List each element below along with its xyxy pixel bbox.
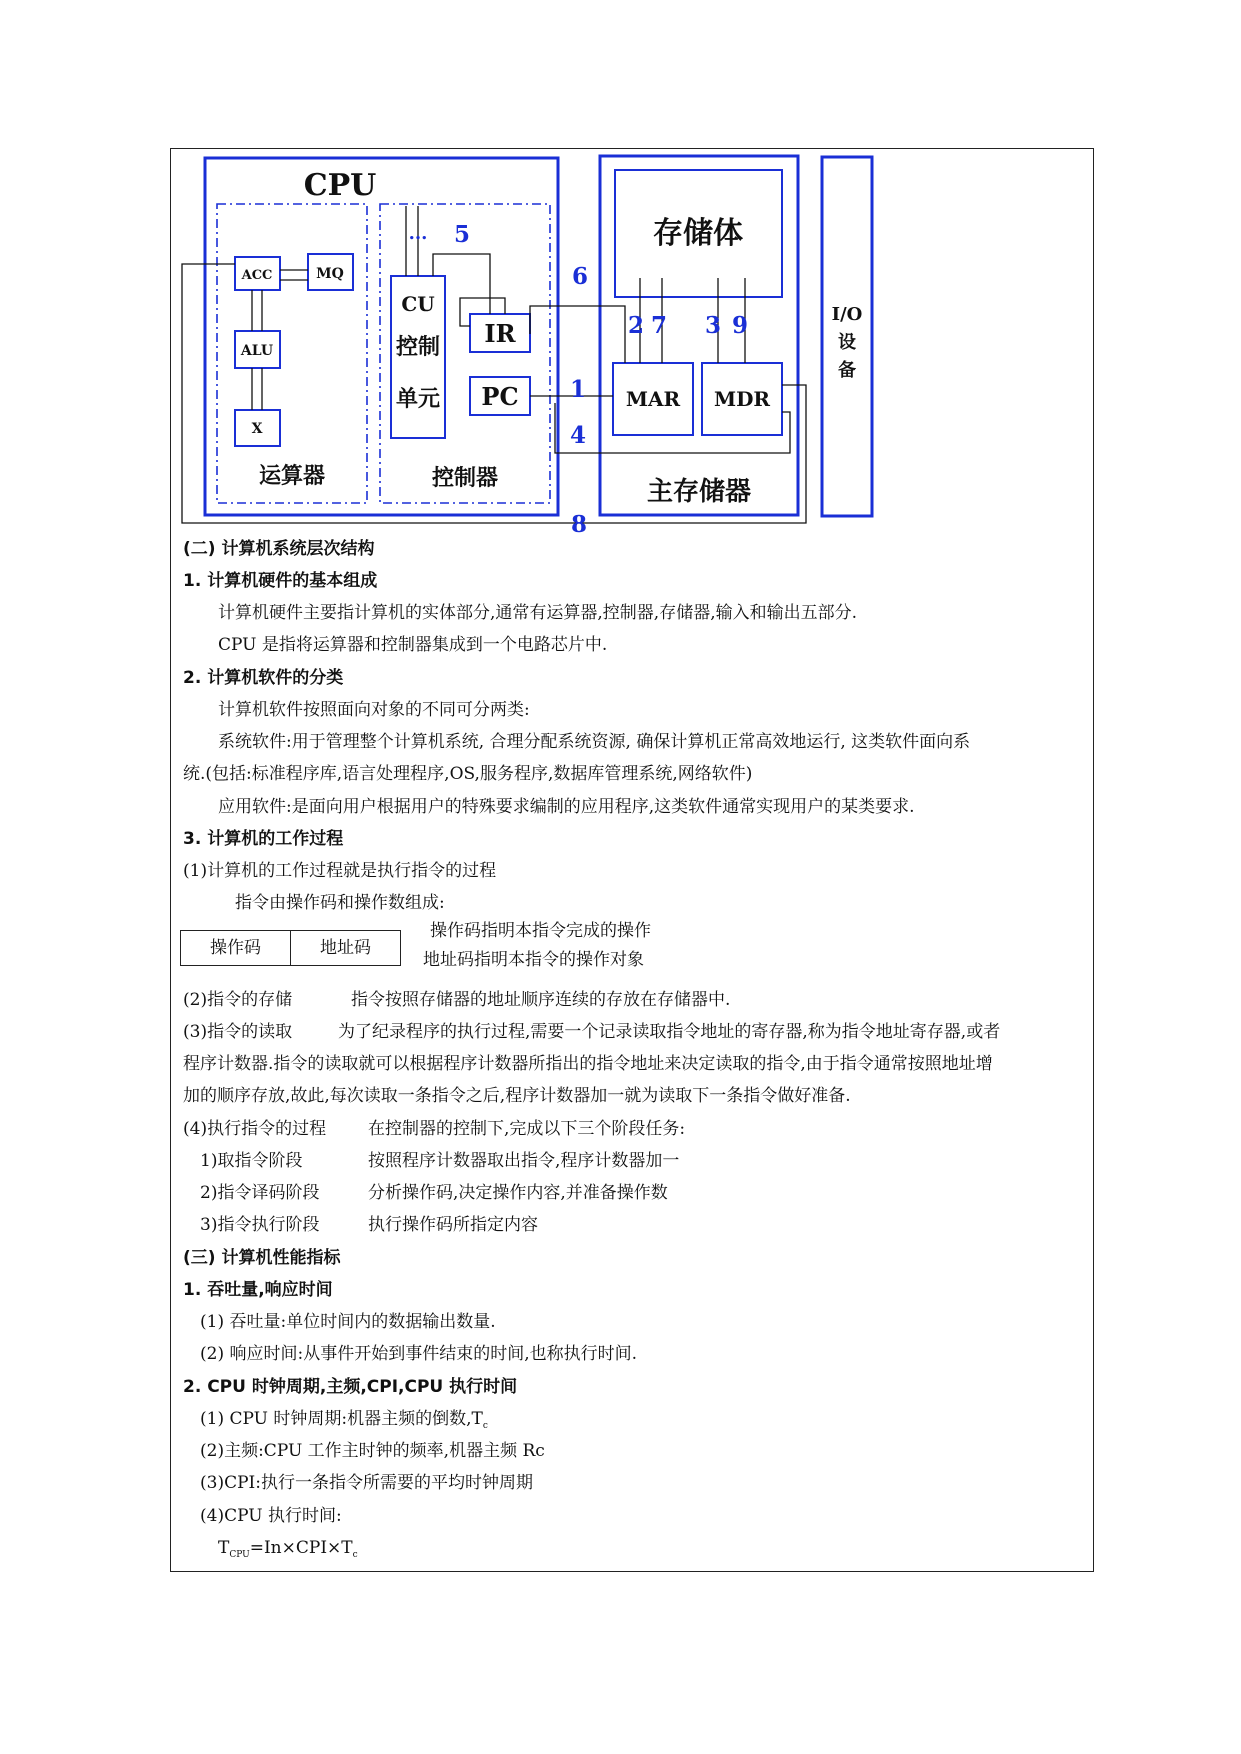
- para-software-3: 统.(包括:标准程序库,语言处理程序,OS,服务程序,数据库管理系统,网络软件): [183, 764, 753, 784]
- cpu-title: CPU: [303, 168, 377, 203]
- para-software-1: 计算机软件按照面向对象的不同可分两类:: [218, 700, 530, 720]
- address-cell: 地址码: [290, 931, 400, 965]
- para-exec-time: (4)CPU 执行时间:: [200, 1506, 342, 1526]
- execute-text: 在控制器的控制下,完成以下三个阶段任务:: [368, 1119, 686, 1139]
- pc-label: PC: [481, 382, 519, 411]
- opcode-cell: 操作码: [210, 938, 261, 958]
- heading-throughput: 1. 吞吐量,响应时间: [183, 1280, 333, 1300]
- step-label-5: 5: [453, 221, 471, 248]
- alu-unit-dashed: [217, 204, 367, 503]
- storage-text: 指令按照存储器的地址顺序连续的存放在存储器中.: [351, 990, 731, 1010]
- para-frequency: (2)主频:CPU 工作主时钟的频率,机器主频 Rc: [200, 1441, 545, 1461]
- heading-workflow: 3. 计算机的工作过程: [183, 829, 344, 849]
- memory-body-label: 存储体: [653, 216, 743, 251]
- ellipsis-label: ...: [408, 223, 428, 244]
- para-hardware-1: 计算机硬件主要指计算机的实体部分,通常有运算器,控制器,存储器,输入和输出五部分.: [218, 603, 858, 623]
- cu-line3: 单元: [395, 386, 441, 412]
- stage-1-label: 1)取指令阶段: [200, 1151, 303, 1171]
- execute-label: (4)执行指令的过程: [183, 1119, 327, 1139]
- para-software-4: 应用软件:是面向用户根据用户的特殊要求编制的应用程序,这类软件通常实现用户的某类要求.: [218, 797, 915, 817]
- ir-to-mar-path: [530, 306, 625, 363]
- step-label-8: 8: [570, 511, 588, 538]
- heading-software: 2. 计算机软件的分类: [183, 668, 344, 688]
- step-label-4: 4: [569, 422, 587, 449]
- x-label: X: [251, 421, 263, 437]
- mdr-label: MDR: [713, 387, 771, 411]
- stage-1-text: 按照程序计数器取出指令,程序计数器加一: [368, 1151, 680, 1171]
- stage-2-text: 分析操作码,决定操作内容,并准备操作数: [368, 1183, 668, 1203]
- cu-line1: CU: [401, 292, 435, 316]
- para-software-2: 系统软件:用于管理整个计算机系统, 合理分配系统资源, 确保计算机正常高效地运行, 这类软件面向系: [218, 732, 971, 752]
- stage-2-label: 2)指令译码阶段: [200, 1183, 320, 1203]
- stage-3-text: 执行操作码所指定内容: [368, 1215, 538, 1235]
- cpu-architecture-diagram: [170, 148, 1094, 540]
- controller-label: 控制器: [431, 465, 499, 491]
- heading-cpu-metrics: 2. CPU 时钟周期,主频,CPI,CPU 执行时间: [183, 1377, 518, 1397]
- para-response-time: (2) 响应时间:从事件开始到事件结束的时间,也称执行时间.: [200, 1344, 638, 1364]
- main-memory-label: 主存储器: [646, 477, 752, 507]
- opcode-description: 操作码指明本指令完成的操作: [430, 921, 651, 941]
- section3-title: (三) 计算机性能指标: [183, 1248, 341, 1268]
- fetch-text-2: 程序计数器.指令的读取就可以根据程序计数器所指出的指令地址来决定读取的指令,由于指令通常按照地址增: [183, 1054, 993, 1074]
- fetch-label: (3)指令的读取: [183, 1022, 293, 1042]
- cu-line2: 控制: [395, 334, 441, 360]
- mar-label: MAR: [625, 387, 681, 411]
- alu-label: ALU: [240, 343, 274, 359]
- stage-3-label: 3)指令执行阶段: [200, 1215, 320, 1235]
- ir-to-cu-path: [433, 254, 490, 314]
- para-workflow-2: 指令由操作码和操作数组成:: [235, 893, 445, 913]
- step-label-9: 9: [731, 312, 749, 339]
- acc-label: ACC: [241, 268, 273, 283]
- cpu-time-formula: $T_{CPU}=In\times CPI\times T_c$: [218, 1538, 358, 1560]
- section2-title: (二) 计算机系统层次结构: [183, 539, 375, 559]
- storage-label: (2)指令的存储: [183, 990, 293, 1010]
- step-label-2: 2: [627, 312, 645, 339]
- para-hardware-2: CPU 是指将运算器和控制器集成到一个电路芯片中.: [218, 635, 608, 655]
- heading-hardware: 1. 计算机硬件的基本组成: [183, 571, 378, 591]
- fetch-text-3: 加的顺序存放,故此,每次读取一条指令之后,程序计数器加一就为读取下一条指令做好准备.: [183, 1086, 851, 1106]
- alu-unit-label: 运算器: [258, 463, 326, 489]
- io-line3: 备: [838, 360, 856, 381]
- para-clock-cycle: (1) CPU 时钟周期:机器主频的倒数$,T_c$: [200, 1409, 488, 1431]
- step-label-1: 1: [569, 376, 587, 403]
- para-throughput: (1) 吞吐量:单位时间内的数据输出数量.: [200, 1312, 496, 1332]
- fetch-text: 为了纪录程序的执行过程,需要一个记录读取指令地址的寄存器,称为指令地址寄存器,或者: [338, 1022, 1001, 1042]
- para-cpi: (3)CPI:执行一条指令所需要的平均时钟周期: [200, 1473, 533, 1493]
- io-line1: I/O: [831, 304, 863, 325]
- step-label-3: 3: [704, 312, 722, 339]
- ir-label: IR: [484, 319, 516, 348]
- step-label-7: 7: [650, 312, 668, 339]
- io-line2: 设: [838, 332, 856, 353]
- instruction-format-table: [180, 930, 401, 966]
- address-description: 地址码指明本指令的操作对象: [423, 950, 644, 970]
- para-workflow-1: (1)计算机的工作过程就是执行指令的过程: [183, 861, 497, 881]
- step-label-6: 6: [571, 263, 589, 290]
- instruction-format: [180, 920, 1085, 970]
- mq-label: MQ: [316, 266, 344, 282]
